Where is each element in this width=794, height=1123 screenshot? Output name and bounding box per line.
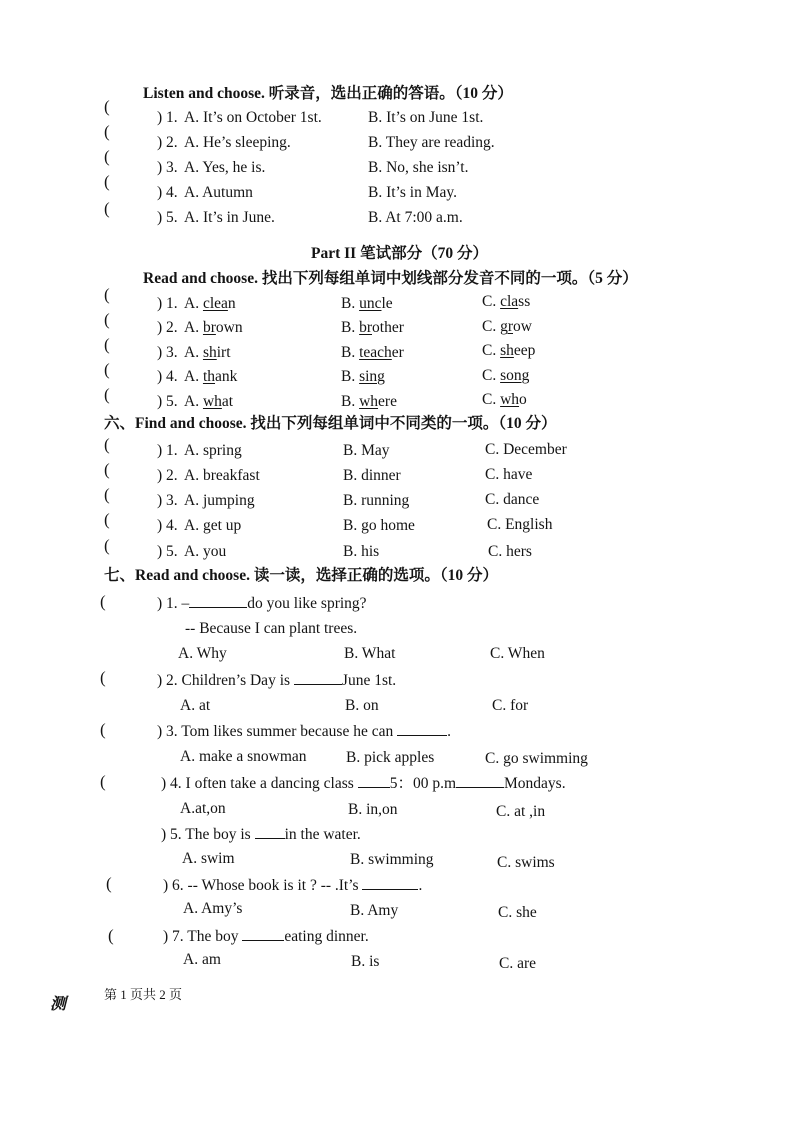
option-a: A. am: [183, 951, 221, 968]
option-prefix: A.: [184, 344, 203, 361]
question-7: [163, 926, 369, 947]
underlined-part: song: [500, 367, 530, 384]
question-text: ) 1. –: [157, 595, 190, 612]
option-a: A. It’s in June.: [184, 209, 275, 226]
option-b: B. dinner: [343, 467, 401, 484]
answer-paren: (: [104, 360, 110, 379]
underlined-part: cla: [500, 293, 519, 310]
question-text: June 1st.: [341, 672, 397, 689]
option-a: A. swim: [182, 850, 235, 867]
question-text: in the water.: [284, 826, 361, 843]
option-prefix: B.: [341, 295, 360, 312]
question-text: ) 6. -- Whose book is it ? -- .It’s: [163, 877, 359, 894]
answer-blank: [255, 824, 285, 839]
option-rest: n: [227, 295, 236, 312]
answer-paren: (: [100, 772, 106, 791]
question-number: ) 5.: [157, 209, 178, 226]
option-a: [184, 367, 237, 387]
answer-blank: [242, 926, 284, 941]
question-number: ) 1.: [157, 442, 178, 459]
question-text: do you like spring?: [247, 595, 367, 612]
option-prefix: A.: [184, 319, 203, 336]
answer-paren: (: [104, 97, 110, 116]
option-a: [184, 343, 231, 363]
answer-paren: (: [104, 460, 110, 479]
option-b: B. swimming: [350, 851, 434, 868]
option-b: B. Amy: [350, 902, 399, 919]
listening-heading: Listen and choose. 听录音，选出正确的答语。（10 分）: [143, 85, 513, 102]
question-text: ) 2. Children’s Day is: [157, 672, 291, 689]
option-prefix: B.: [341, 393, 360, 410]
option-rest: ss: [518, 293, 531, 310]
option-a: A. make a snowman: [180, 748, 307, 765]
option-c: C. go swimming: [485, 750, 588, 767]
underlined-part: th: [202, 368, 216, 385]
question-number: ) 1.: [157, 109, 178, 126]
option-b: B. What: [344, 645, 396, 662]
option-a: A. jumping: [184, 492, 255, 509]
option-b: [341, 392, 397, 412]
question-number: ) 4.: [157, 517, 178, 534]
option-c: C. dance: [485, 491, 540, 508]
option-b: B. go home: [343, 517, 415, 534]
question-2: [157, 670, 396, 691]
handwritten-mark: 测: [50, 996, 67, 1013]
question-3: [157, 721, 451, 742]
answer-paren: (: [104, 385, 110, 404]
option-prefix: C.: [482, 318, 501, 335]
option-c: C. are: [499, 955, 537, 972]
option-rest: at: [221, 393, 234, 410]
underlined-part: gr: [500, 318, 514, 335]
question-text: ) 5. The boy is: [161, 826, 251, 843]
option-rest: other: [372, 319, 404, 336]
question-text: .: [447, 723, 451, 740]
option-a: A. you: [184, 543, 227, 560]
option-c: C. When: [490, 645, 545, 662]
option-b: [341, 367, 385, 387]
question-5: [161, 824, 361, 845]
option-b: B. is: [351, 953, 380, 970]
option-b: B. It’s in May.: [368, 184, 457, 201]
option-c: [482, 366, 529, 386]
question-text: eating dinner.: [284, 928, 369, 945]
option-a: A. Why: [178, 645, 227, 662]
underlined-part: wh: [202, 393, 222, 410]
option-b: B. his: [343, 543, 380, 560]
question-number: ) 2.: [157, 319, 178, 336]
answer-paren: (: [104, 310, 110, 329]
option-rest: irt: [216, 344, 231, 361]
answer-blank: [397, 721, 447, 736]
underlined-part: wh: [500, 391, 520, 408]
option-prefix: C.: [482, 391, 501, 408]
underlined-part: sh: [202, 344, 217, 361]
option-a: [184, 392, 233, 412]
option-rest: eep: [513, 342, 536, 359]
answer-paren: (: [100, 720, 106, 739]
option-b: B. in,on: [348, 801, 398, 818]
option-b: B. They are reading.: [368, 134, 495, 151]
question-1: [157, 593, 367, 614]
part-title: Part II 笔试部分（70 分）: [311, 245, 488, 262]
reply-line: -- Because I can plant trees.: [185, 620, 358, 637]
question-number: ) 3.: [157, 159, 178, 176]
option-c: [482, 292, 530, 312]
option-c: [482, 390, 527, 410]
answer-paren: (: [104, 285, 110, 304]
option-b: B. It’s on June 1st.: [368, 109, 484, 126]
section5-heading: Read and choose. 找出下列每组单词中划线部分发音不同的一项。（5 分）: [143, 270, 638, 287]
section7-heading: 七、Read and choose. 读一读，选择正确的选项。（10 分）: [104, 567, 498, 584]
underlined-part: wh: [359, 393, 379, 410]
answer-paren: (: [104, 435, 110, 454]
option-prefix: C.: [482, 342, 501, 359]
question-text: ) 3. Tom likes summer because he can: [157, 723, 394, 740]
answer-paren: (: [104, 335, 110, 354]
option-a: A. Autumn: [184, 184, 253, 201]
option-prefix: B.: [341, 319, 360, 336]
option-rest: le: [381, 295, 393, 312]
question-text: ) 7. The boy: [163, 928, 239, 945]
question-number: ) 4.: [157, 368, 178, 385]
answer-paren: (: [104, 172, 110, 191]
option-b: B. May: [343, 442, 390, 459]
question-number: ) 5.: [157, 393, 178, 410]
option-a: A. breakfast: [184, 467, 260, 484]
underlined-part: unc: [359, 295, 382, 312]
option-c: C. swims: [497, 854, 555, 871]
question-number: ) 4.: [157, 184, 178, 201]
option-a: A. It’s on October 1st.: [184, 109, 322, 126]
option-a: A. Yes, he is.: [184, 159, 266, 176]
question-text: Mondays.: [504, 775, 566, 792]
option-rest: ow: [513, 318, 532, 335]
option-a: A.at,on: [180, 800, 226, 817]
answer-paren: (: [108, 926, 114, 945]
question-4: [161, 773, 566, 794]
option-rest: ere: [378, 393, 397, 410]
option-b: B. running: [343, 492, 410, 509]
option-prefix: C.: [482, 367, 501, 384]
answer-blank: [294, 670, 342, 685]
option-a: A. spring: [184, 442, 242, 459]
question-6: [163, 875, 422, 896]
option-a: A. Amy’s: [183, 900, 243, 917]
option-prefix: A.: [184, 393, 203, 410]
option-prefix: B.: [341, 344, 360, 361]
answer-paren: (: [104, 485, 110, 504]
answer-paren: (: [104, 199, 110, 218]
option-c: C. hers: [488, 543, 532, 560]
question-number: ) 1.: [157, 295, 178, 312]
option-rest: o: [519, 391, 527, 408]
option-prefix: A.: [184, 295, 203, 312]
option-a: [184, 294, 236, 314]
option-b: B. on: [345, 697, 379, 714]
answer-paren: (: [100, 592, 106, 611]
question-number: ) 2.: [157, 134, 178, 151]
underlined-part: clea: [202, 295, 228, 312]
option-a: A. He’s sleeping.: [184, 134, 291, 151]
question-text: 5：00 p.m: [389, 775, 456, 792]
answer-blank: [358, 773, 390, 788]
option-c: C. English: [487, 516, 553, 533]
option-c: C. for: [492, 697, 529, 714]
underlined-part: teach: [359, 344, 392, 361]
option-b: [341, 343, 404, 363]
option-prefix: B.: [341, 368, 360, 385]
option-b: B. At 7:00 a.m.: [368, 209, 463, 226]
answer-blank: [362, 875, 418, 890]
question-number: ) 3.: [157, 344, 178, 361]
option-c: [482, 317, 532, 337]
answer-paren: (: [104, 510, 110, 529]
option-c: C. she: [498, 904, 537, 921]
answer-paren: (: [104, 536, 110, 555]
option-a: A. at: [180, 697, 211, 714]
answer-paren: (: [106, 874, 112, 893]
answer-blank: [189, 593, 247, 608]
option-b: [341, 294, 393, 314]
question-text: ) 4. I often take a dancing class: [161, 775, 354, 792]
option-rest: own: [215, 319, 243, 336]
answer-paren: (: [104, 122, 110, 141]
underlined-part: br: [359, 319, 373, 336]
underlined-part: sh: [500, 342, 514, 359]
option-b: B. pick apples: [346, 749, 435, 766]
question-text: .: [418, 877, 423, 894]
option-b: [341, 318, 404, 338]
option-rest: ank: [215, 368, 238, 385]
answer-paren: (: [104, 147, 110, 166]
answer-blank: [456, 773, 504, 788]
option-c: C. December: [485, 441, 567, 458]
page-number: 第 1 页共 2 页: [104, 987, 183, 1002]
section6-heading: 六、Find and choose. 找出下列每组单词中不同类的一项。（10 分）: [104, 415, 557, 432]
option-c: C. at ,in: [496, 803, 546, 820]
option-a: A. get up: [184, 517, 242, 534]
question-number: ) 5.: [157, 543, 178, 560]
option-c: C. have: [485, 466, 533, 483]
underlined-part: sing: [359, 368, 385, 385]
option-prefix: C.: [482, 293, 501, 310]
question-number: ) 2.: [157, 467, 178, 484]
option-b: B. No, she isn’t.: [368, 159, 469, 176]
option-rest: er: [391, 344, 404, 361]
option-c: [482, 341, 535, 361]
underlined-part: br: [202, 319, 216, 336]
option-prefix: A.: [184, 368, 203, 385]
answer-paren: (: [100, 668, 106, 687]
question-number: ) 3.: [157, 492, 178, 509]
option-a: [184, 318, 243, 338]
